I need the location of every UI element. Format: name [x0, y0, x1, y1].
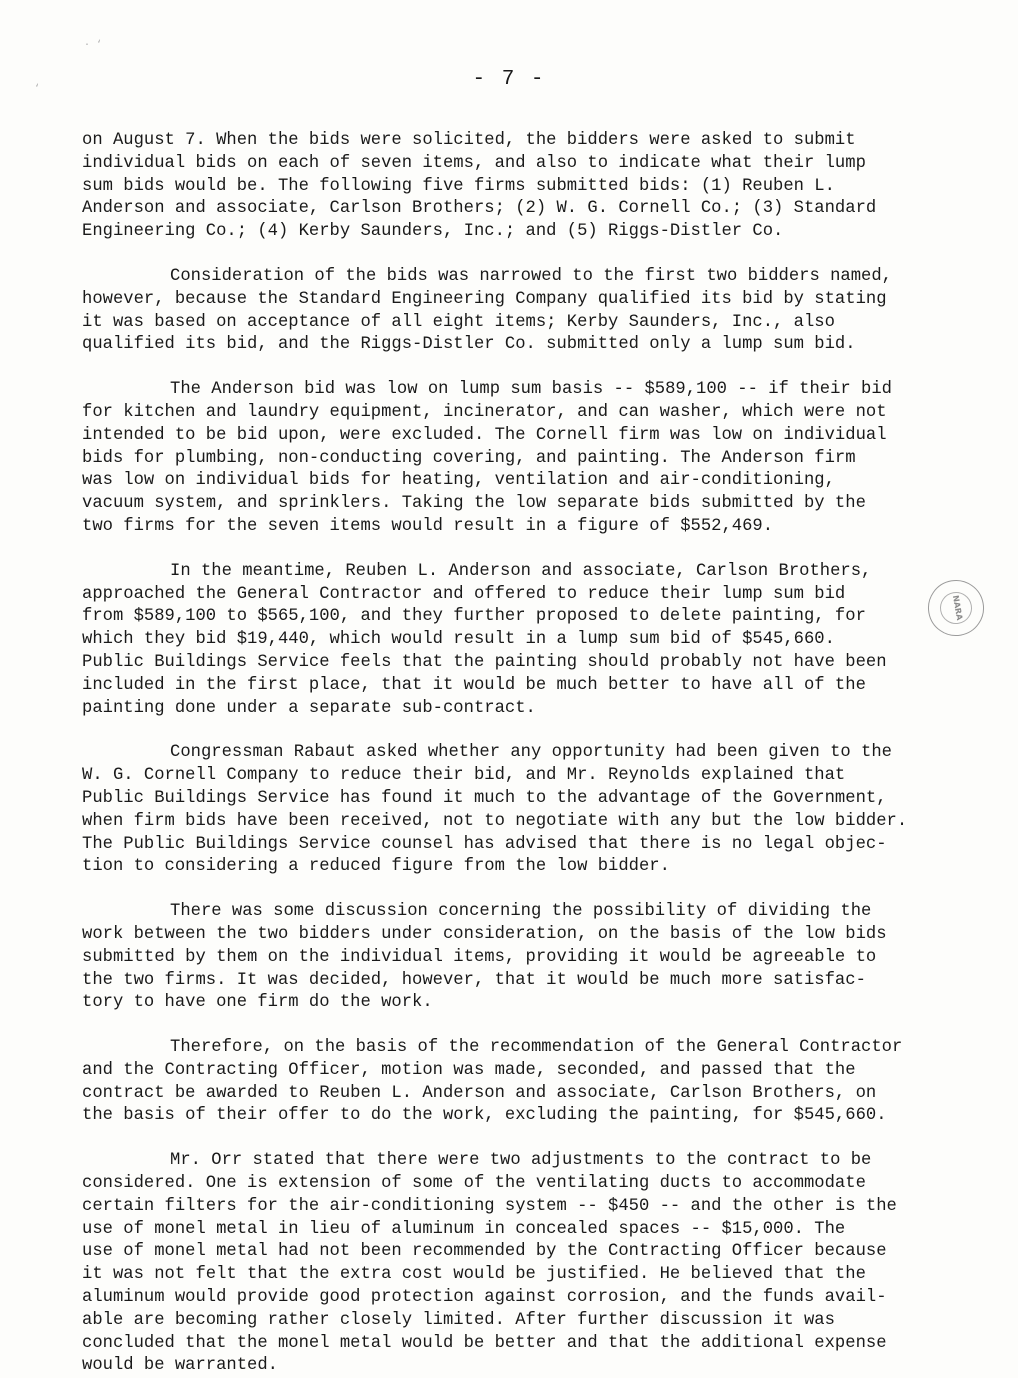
text-line: intended to be bid upon, were excluded. The Cornell firm was low on individual: [82, 425, 887, 445]
text-line: included in the first place, that it would be much better to have all of the: [82, 675, 866, 695]
text-line: qualified its bid, and the Riggs-Distler Co. submitted only a lump sum bid.: [82, 335, 856, 355]
stamp-text: NARA: [950, 594, 965, 621]
text-line: Consideration of the bids was narrowed to the first two bidders named,: [170, 266, 892, 286]
text-line: In the meantime, Reuben L. Anderson and associate, Carlson Brothers,: [170, 561, 872, 581]
text-line: sum bids would be. The following five firms submitted bids: (1) Reuben L.: [82, 176, 835, 196]
paragraph: [82, 379, 930, 539]
text-line: work between the two bidders under consideration, on the basis of the low bids: [82, 924, 887, 944]
paragraph: [82, 561, 930, 721]
text-line: individual bids on each of seven items, and also to indicate what their lump: [82, 153, 866, 173]
text-line: would be warranted.: [82, 1356, 278, 1376]
paragraph: [82, 130, 930, 244]
text-line: certain filters for the air-conditioning system -- $450 -- and the other is the: [82, 1196, 897, 1216]
text-line: The Anderson bid was low on lump sum basis -- $589,100 -- if their bid: [170, 380, 892, 400]
scan-speck: ‘: [34, 84, 41, 95]
text-line: able are becoming rather closely limited. After further discussion it was: [82, 1310, 835, 1330]
text-line: considered. One is extension of some of the ventilating ducts to accommodate: [82, 1174, 866, 1194]
text-line: Engineering Co.; (4) Kerby Saunders, Inc.; and (5) Riggs-Distler Co.: [82, 222, 784, 242]
text-line: Congressman Rabaut asked whether any opportunity had been given to the: [170, 743, 892, 763]
text-line: approached the General Contractor and offered to reduce their lump sum bid: [82, 584, 846, 604]
paragraph: [82, 901, 930, 1015]
paragraph: [82, 1150, 930, 1378]
scan-speck: · ‘: [84, 40, 103, 51]
text-line: tory to have one firm do the work.: [82, 993, 433, 1013]
text-line: from $589,100 to $565,100, and they further proposed to delete painting, for: [82, 607, 866, 627]
text-line: The Public Buildings Service counsel has advised that there is no legal objec-: [82, 834, 887, 854]
text-line: which they bid $19,440, which would result in a lump sum bid of $545,660.: [82, 630, 835, 650]
document-body: [82, 130, 930, 1378]
paragraph: [82, 266, 930, 357]
text-line: aluminum would provide good protection against corrosion, and the funds avail-: [82, 1288, 887, 1308]
text-line: the basis of their offer to do the work, excluding the painting, for $545,660.: [82, 1106, 887, 1126]
text-line: W. G. Cornell Company to reduce their bid, and Mr. Reynolds explained that: [82, 766, 846, 786]
page-number: - 7 -: [472, 68, 546, 91]
text-line: Public Buildings Service has found it much to the advantage of the Government,: [82, 788, 887, 808]
text-line: bids for plumbing, non-conducting covering, and painting. The Anderson firm: [82, 448, 856, 468]
text-line: concluded that the monel metal would be better and that the additional expense: [82, 1333, 887, 1353]
text-line: and the Contracting Officer, motion was made, seconded, and passed that the: [82, 1060, 856, 1080]
text-line: on August 7. When the bids were solicited, the bidders were asked to submit: [82, 131, 856, 150]
paragraph: [82, 1037, 930, 1128]
text-line: two firms for the seven items would result in a figure of $552,469.: [82, 516, 774, 536]
text-line: it was based on acceptance of all eight items; Kerby Saunders, Inc., also: [82, 312, 835, 332]
text-line: was low on individual bids for heating, ventilation and air-conditioning,: [82, 471, 835, 491]
text-line: submitted by them on the individual items, providing it would be agreeable to: [82, 947, 877, 967]
text-line: tion to considering a reduced figure from the low bidder.: [82, 857, 670, 877]
text-line: Therefore, on the basis of the recommendation of the General Contractor: [170, 1038, 903, 1058]
text-line: vacuum system, and sprinklers. Taking the low separate bids submitted by the: [82, 494, 866, 514]
text-line: Mr. Orr stated that there were two adjustments to the contract to be: [170, 1151, 872, 1171]
text-line: Public Buildings Service feels that the painting should probably not have been: [82, 652, 887, 672]
text-line: for kitchen and laundry equipment, incinerator, and can washer, which were not: [82, 402, 887, 422]
text-line: the two firms. It was decided, however, that it would be much more satisfac-: [82, 970, 866, 990]
library-stamp: [924, 576, 989, 641]
text-line: painting done under a separate sub-contract.: [82, 698, 536, 718]
text-line: when firm bids have been received, not to negotiate with any but the low bidder.: [82, 811, 908, 831]
text-line: however, because the Standard Engineering Company qualified its bid by stating: [82, 289, 887, 309]
text-line: it was not felt that the extra cost would be justified. He believed that the: [82, 1265, 866, 1285]
text-line: There was some discussion concerning the possibility of dividing the: [170, 902, 872, 922]
text-line: contract be awarded to Reuben L. Anderson and associate, Carlson Brothers, on: [82, 1083, 877, 1103]
text-line: Anderson and associate, Carlson Brothers; (2) W. G. Cornell Co.; (3) Standard: [82, 199, 877, 219]
text-line: use of monel metal in lieu of aluminum in concealed spaces -- $15,000. The: [82, 1219, 846, 1239]
text-line: use of monel metal had not been recommended by the Contracting Officer because: [82, 1242, 887, 1262]
paragraph: [82, 742, 930, 879]
